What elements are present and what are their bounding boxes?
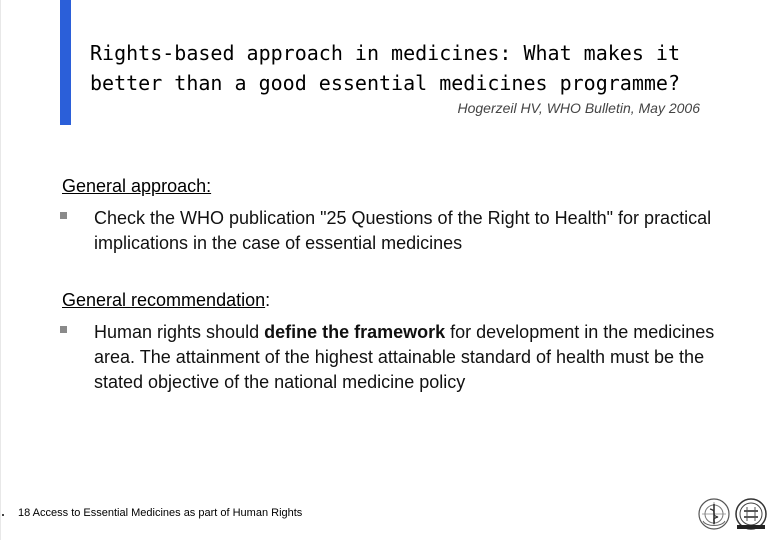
page-marker bbox=[2, 514, 4, 516]
bullet-square-icon bbox=[60, 212, 67, 219]
bullet-text-after: for development in the medicines area. The attainment of the highest attainable standard of health must be the stated objective of the national medicine policy bbox=[94, 322, 715, 392]
title-line-2: better than a good essential medicines programme? bbox=[90, 71, 681, 95]
title-line-1: Rights-based approach in medicines: What makes it bbox=[90, 41, 681, 65]
bullet-text-before: Human rights should bbox=[94, 322, 265, 342]
slide-title bbox=[90, 38, 710, 98]
bullet-square-icon bbox=[60, 326, 67, 333]
title-accent-bar bbox=[60, 0, 71, 125]
section-heading-general-recommendation bbox=[62, 290, 270, 311]
section-heading-general-approach: General approach: bbox=[62, 176, 212, 196]
section-heading-colon: : bbox=[265, 290, 271, 310]
citation: Hogerzeil HV, WHO Bulletin, May 2006 bbox=[457, 100, 700, 116]
bullet-text bbox=[94, 320, 720, 395]
partner-emblem-icon bbox=[733, 497, 769, 531]
bullet-item-general-recommendation bbox=[60, 320, 720, 395]
bullet-item-general-approach bbox=[60, 206, 720, 256]
section-heading-text: General recommendation bbox=[62, 290, 266, 310]
slide-edge-line bbox=[0, 0, 1, 540]
who-emblem-icon bbox=[697, 497, 731, 531]
bullet-text-bold: define the framework bbox=[264, 322, 446, 342]
footer-text: 18 Access to Essential Medicines as part of Human Rights bbox=[18, 507, 303, 519]
bullet-text: Check the WHO publication "25 Questions of the Right to Health" for practical implications in the case of essential medicines bbox=[94, 208, 712, 253]
